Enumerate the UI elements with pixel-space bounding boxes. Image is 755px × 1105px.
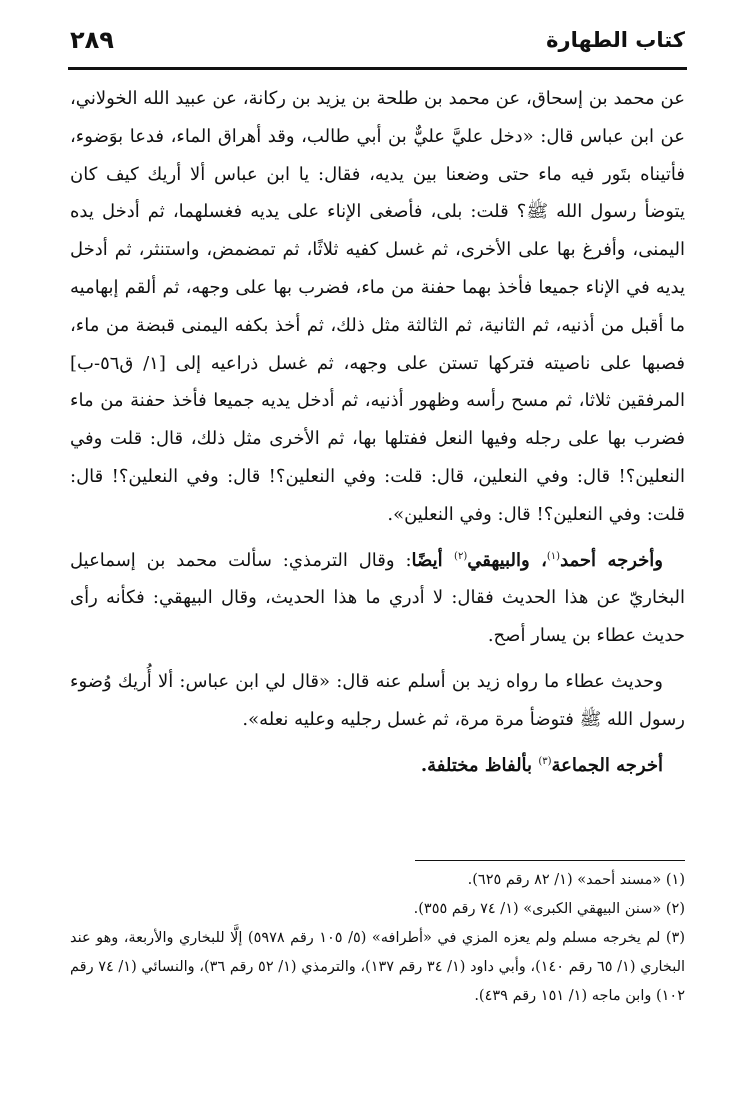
chapter-title: كتاب الطهارة — [546, 28, 685, 52]
footnote-3: (٣) لم يخرجه مسلم ولم يعزه المزي في «أطرافه» (٥/ ١٠٥ رقم ٥٩٧٨) إلَّا للبخاري والأربعة، وهو عند البخاري (١/ ٦٥ رقم ١٤٠)، وأبي داود (١/ ٣٤ رقم ١٣٧)، والترمذي (١/ ٥٢ رقم ٣٦)، والنسائي (١/ ٧٤ رقم ١٠٢) وابن ماجه (١/ ١٥١ رقم ٤٣٩). — [70, 930, 686, 1004]
takhrij-paragraph — [70, 542, 685, 655]
page-header — [70, 22, 685, 66]
page-number: ٢٨٩ — [70, 26, 114, 54]
footnote-divider — [415, 860, 685, 861]
footnote-ref-3[interactable]: (٣) — [538, 755, 552, 767]
footnotes — [70, 866, 685, 1011]
takhrij-text: : وقال الترمذي: سألت محمد بن إسماعيل البخاريّ عن هذا الحديث فقال: لا أدري ما هذا الحديث، وقال البيهقي: فكأنه رأى حديث عطاء بن يسار أصح. — [70, 549, 685, 647]
footnote-1: (١) «مسند أحمد» (١/ ٨٢ رقم ٦٢٥). — [467, 872, 685, 888]
jamaah-lead: أخرجه الجماعة — [551, 754, 663, 776]
takhrij-lead-bayhaqi: ، والبيهقي — [467, 549, 547, 571]
takhrij-lead-ahmad: وأخرجه أحمد — [560, 549, 663, 571]
main-text — [70, 80, 685, 784]
footnote-ref-2[interactable]: (٢) — [454, 550, 468, 562]
jamaah-tail: بألفاظ مختلفة. — [420, 754, 539, 776]
takhrij-lead-aydan: أيضًا — [411, 549, 455, 571]
footnote-2: (٢) «سنن البيهقي الكبرى» (١/ ٧٤ رقم ٣٥٥). — [413, 901, 685, 917]
jamaah-paragraph — [70, 747, 685, 785]
footnote-ref-1[interactable]: (١) — [546, 550, 561, 562]
header-divider — [68, 67, 687, 70]
hadith-paragraph: عن محمد بن إسحاق، عن محمد بن طلحة بن يزيد بن ركانة، عن عبيد الله الخولاني، عن ابن عباس قال: «دخل عليَّ عليٌّ بن أبي طالب، وقد أهراق الماء، فدعا بوَضوء، فأتيناه بتَور فيه ماء حتى وضعنا بين يديه، فقال: يا ابن عباس ألا أريك كيف كان يتوضأ رسول الله ﷺ؟ قلت: بلى، فأصغى الإناء على يديه فغسلهما، ثم أدخل يده اليمنى، وأفرغ بها على الأخرى، ثم غسل كفيه ثلاثًا، ثم تمضمض، واستنثر، ثم أدخل يديه في الإناء جميعا فأخذ بهما حفنة من ماء، فضرب بها على وجهه، ثم ألقم إبهاميه ما أقبل من أذنيه، ثم الثانية، ثم الثالثة مثل ذلك، ثم أخذ بكفه اليمنى قبضة من ماء، فصبها على ناصيته فتركها تستن على وجهه، ثم غسل ذراعيه إلى [١/ ق٥٦-ب] المرفقين ثلاثا، ثم مسح رأسه وظهور أذنيه، ثم أدخل يديه جميعا فأخذ حفنة من ماء فضرب بها على رجله وفيها النعل ففتلها بها، ثم الأخرى مثل ذلك، قال: قلت وفي النعلين؟! قال: وفي النعلين، قال: قلت: وفي النعلين؟! قال: وفي النعلين؟! قال: قلت: وفي النعلين؟! قال: وفي النعلين». — [70, 88, 686, 525]
ata-hadith-paragraph: وحديث عطاء ما رواه زيد بن أسلم عنه قال: «قال لي ابن عباس: ألا أُريك وُضوء رسول الله ﷺ فتوضأ مرة مرة، ثم غسل رجليه وعليه نعله». — [70, 670, 685, 730]
